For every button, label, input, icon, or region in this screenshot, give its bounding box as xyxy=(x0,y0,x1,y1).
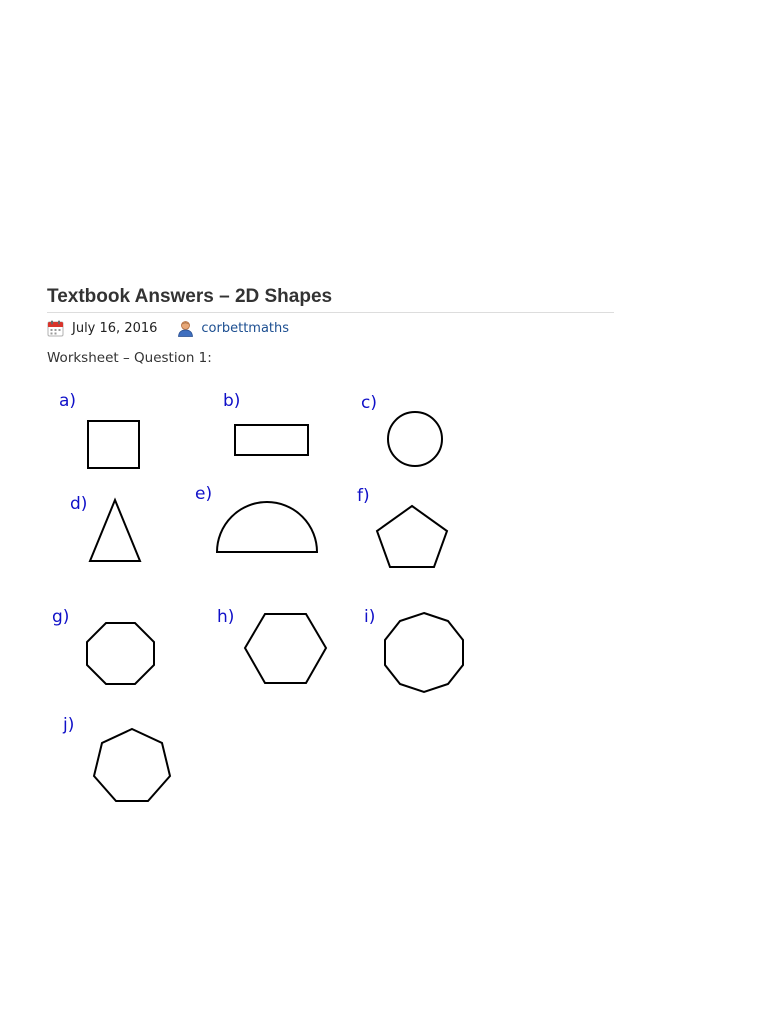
post-date: July 16, 2016 xyxy=(72,320,158,336)
label-f: f) xyxy=(357,486,370,506)
pentagon-shape xyxy=(377,506,447,567)
hexagon-shape xyxy=(245,614,326,683)
label-h: h) xyxy=(217,607,235,627)
label-e: e) xyxy=(195,484,213,504)
octagon-shape xyxy=(87,623,154,684)
label-g: g) xyxy=(52,607,70,627)
worksheet-intro: Worksheet – Question 1: xyxy=(47,350,212,366)
decagon-shape xyxy=(385,613,463,692)
label-i: i) xyxy=(364,607,376,627)
rectangle-shape xyxy=(235,425,308,455)
label-j: j) xyxy=(63,715,75,735)
label-a: a) xyxy=(59,391,77,411)
heptagon-shape xyxy=(94,729,170,801)
post-title: Textbook Answers – 2D Shapes xyxy=(47,286,333,307)
author-link[interactable]: corbettmaths xyxy=(201,320,290,336)
label-b: b) xyxy=(223,391,241,411)
triangle-shape xyxy=(90,500,140,561)
circle-shape xyxy=(388,412,442,466)
label-d: d) xyxy=(70,494,88,514)
square-shape xyxy=(88,421,139,468)
semicircle-shape xyxy=(217,502,317,552)
label-c: c) xyxy=(361,393,377,413)
